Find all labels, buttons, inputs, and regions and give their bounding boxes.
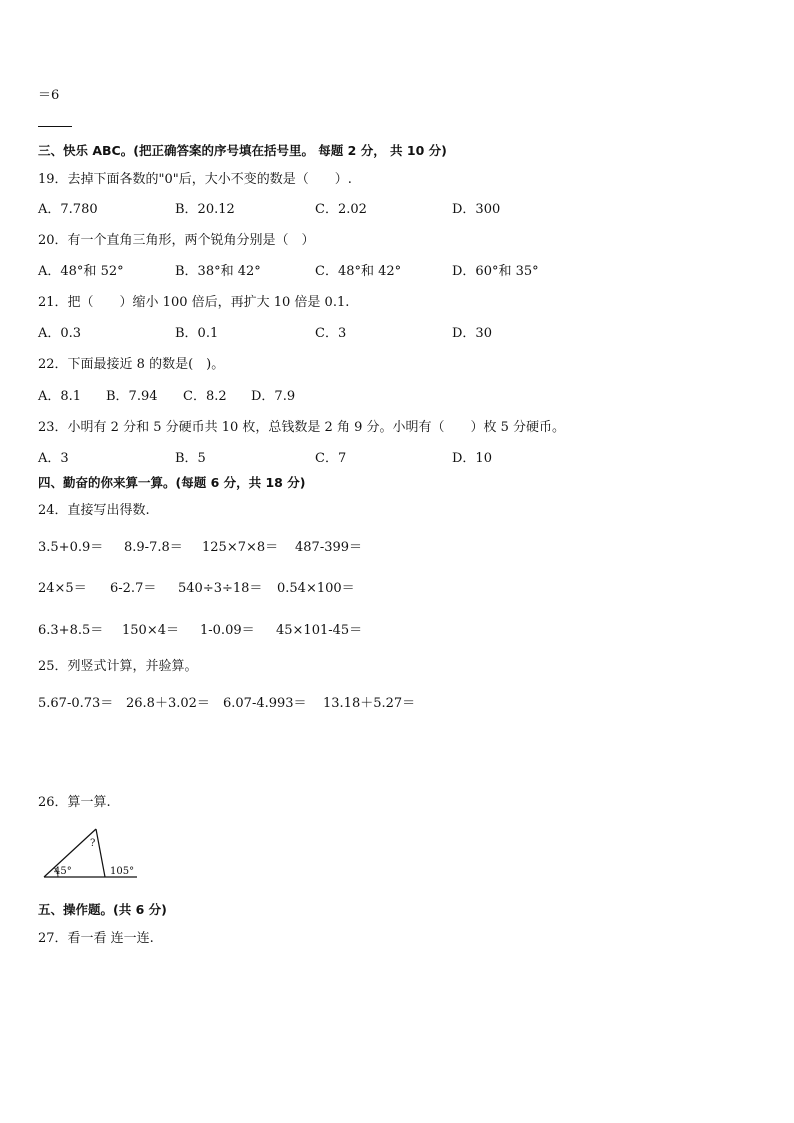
option-b[interactable]: B．0.1 (175, 326, 219, 341)
option-d[interactable]: D．60°和 35° (452, 264, 539, 279)
option-a[interactable]: A．8.1 (38, 389, 82, 404)
option-b[interactable]: B．7.94 (106, 389, 158, 404)
question-23: 23．小明有 2 分和 5 分硬币共 10 枚，总钱数是 2 角 9 分。小明有（ ）枚 5 分硬币。 (38, 420, 566, 435)
question-20: 20．有一个直角三角形，两个锐角分别是（ ） (38, 233, 315, 248)
equation-fragment: ＝6 (38, 88, 60, 103)
question-21: 21．把（ ）缩小 100 倍后，再扩大 10 倍是 0.1. (38, 295, 350, 310)
question-24: 24．直接写出得数. (38, 503, 150, 518)
calc-item: 150×4＝ (122, 623, 179, 638)
option-d[interactable]: D．300 (452, 202, 501, 217)
option-c[interactable]: C．48°和 42° (315, 264, 402, 279)
calc-item: 8.9-7.8＝ (124, 540, 183, 555)
option-c[interactable]: C．2.02 (315, 202, 367, 217)
option-c[interactable]: C．7 (315, 451, 347, 466)
calc-item: 0.54×100＝ (277, 581, 355, 596)
option-a[interactable]: A．48°和 52° (38, 264, 124, 279)
question-22: 22．下面最接近 8 的数是( )。 (38, 357, 225, 372)
calc-item: 13.18＋5.27＝ (323, 696, 416, 711)
section-3-title: 三、快乐 ABC。(把正确答案的序号填在括号里。 每题 2 分， 共 10 分) (38, 143, 447, 158)
calc-item: 3.5+0.9＝ (38, 540, 104, 555)
question-25: 25．列竖式计算，并验算。 (38, 659, 198, 674)
answer-blank-line (38, 126, 72, 127)
option-d[interactable]: D．7.9 (251, 389, 296, 404)
option-b[interactable]: B．20.12 (175, 202, 235, 217)
question-26: 26．算一算. (38, 795, 111, 810)
question-27: 27．看一看 连一连. (38, 931, 154, 946)
section-5-title: 五、操作题。(共 6 分) (38, 902, 167, 917)
unknown-angle-label: ? (90, 838, 96, 849)
option-c[interactable]: C．8.2 (183, 389, 227, 404)
option-d[interactable]: D．30 (452, 326, 492, 341)
option-b[interactable]: B．5 (175, 451, 206, 466)
question-19: 19．去掉下面各数的"0"后，大小不变的数是（ ）. (38, 172, 352, 187)
option-a[interactable]: A．0.3 (38, 326, 82, 341)
option-c[interactable]: C．3 (315, 326, 347, 341)
calc-item: 487-399＝ (295, 540, 363, 555)
calc-item: 6-2.7＝ (110, 581, 157, 596)
triangle-figure (38, 824, 178, 880)
option-a[interactable]: A．3 (38, 451, 69, 466)
calc-item: 26.8＋3.02＝ (126, 696, 210, 711)
calc-item: 6.07-4.993＝ (223, 696, 307, 711)
exterior-angle-label: 105° (110, 866, 135, 877)
left-angle-label: 45° (54, 866, 72, 877)
option-b[interactable]: B．38°和 42° (175, 264, 261, 279)
option-a[interactable]: A．7.780 (38, 202, 98, 217)
calc-item: 5.67-0.73＝ (38, 696, 114, 711)
calc-item: 45×101-45＝ (276, 623, 363, 638)
calc-item: 125×7×8＝ (202, 540, 279, 555)
calc-item: 1-0.09＝ (200, 623, 255, 638)
section-4-title: 四、勤奋的你来算一算。(每题 6 分，共 18 分) (38, 475, 306, 490)
calc-item: 6.3+8.5＝ (38, 623, 104, 638)
calc-item: 540÷3÷18＝ (178, 581, 263, 596)
calc-item: 24×5＝ (38, 581, 87, 596)
option-d[interactable]: D．10 (452, 451, 492, 466)
